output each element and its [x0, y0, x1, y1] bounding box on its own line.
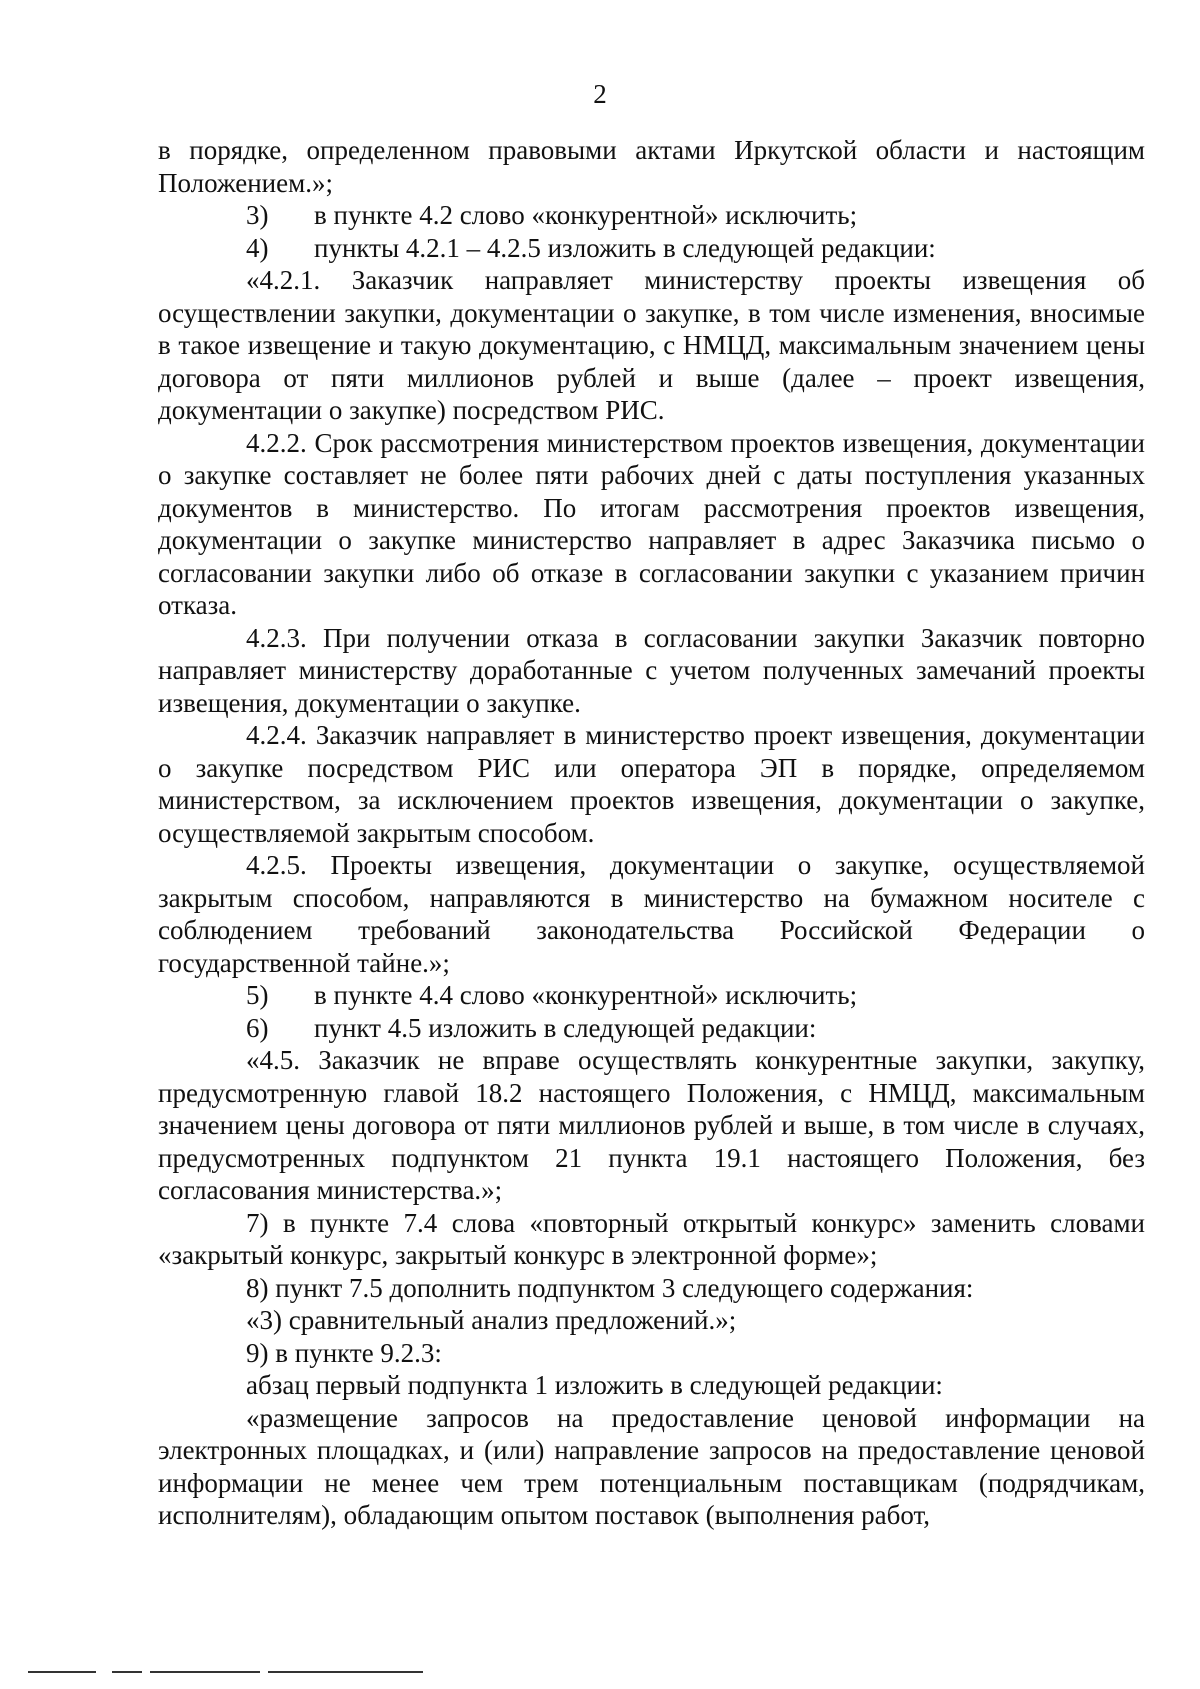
paragraph: «4.2.1. Заказчик направляет министерству проекты извещения об осуществлении закупки, документации о закупке, в том числе изменения, вносимые в такое извещение и такую документацию, с НМЦД, максимальным значением цены договора от пяти миллионов рублей и выше (далее – проект извещения, документации о закупке) посредством РИС.: [158, 265, 1145, 425]
item-text: в пункте 4.4 слово «конкурентной» исключить;: [314, 980, 858, 1010]
item-text: в пункте 4.2 слово «конкурентной» исключить;: [314, 200, 858, 230]
paragraph: абзац первый подпункта 1 изложить в следующей редакции:: [246, 1370, 943, 1400]
footer-rule: [112, 1671, 142, 1673]
footer-rule: [268, 1671, 423, 1673]
item-number: 6): [246, 1012, 269, 1043]
page-number: 2: [593, 79, 607, 109]
paragraph: «4.5. Заказчик не вправе осуществлять конкурентные закупки, закупку, предусмотренную главой 18.2 настоящего Положения, с НМЦД, максимальным значением цены договора от пяти миллионов рублей и выше, в том числе в случаях, предусмотренных подпунктом 21 пункта 19.1 настоящего Положения, без согласования министерства.»;: [158, 1045, 1145, 1205]
footer-rule: [28, 1671, 96, 1673]
paragraph: 4.2.3. При получении отказа в согласовании закупки Заказчик повторно направляет министерству доработанные с учетом полученных замечаний проекты извещения, документации о закупке.: [158, 622, 1145, 718]
item-number: 3): [246, 200, 269, 230]
paragraph: 8) пункт 7.5 дополнить подпунктом 3 следующего содержания:: [246, 1272, 974, 1303]
paragraph: «3) сравнительный анализ предложений.»;: [246, 1305, 737, 1335]
footer-rule: [150, 1671, 260, 1673]
item-text: пункты 4.2.1 – 4.2.5 изложить в следующей редакции:: [314, 232, 936, 263]
paragraph: в порядке, определенном правовыми актами Иркутской области и настоящим Положением.»;: [158, 135, 1145, 198]
document-body: [158, 134, 1145, 1532]
item-number: 5): [246, 980, 269, 1010]
item-number: 4): [246, 232, 269, 263]
paragraph: 7) в пункте 7.4 слова «повторный открытый конкурс» заменить словами «закрытый конкурс, закрытый конкурс в электронной форме»;: [158, 1207, 1145, 1270]
list-item: [158, 232, 1145, 265]
paragraph: 9) в пункте 9.2.3:: [246, 1337, 442, 1368]
list-item: [158, 1012, 1145, 1045]
list-item: [158, 199, 1145, 232]
item-text: пункт 4.5 изложить в следующей редакции:: [314, 1012, 817, 1043]
paragraph: 4.2.5. Проекты извещения, документации о закупке, осуществляемой закрытым способом, направляются в министерство на бумажном носителе с соблюдением требований законодательства Российской Федерации о государственной тайне.»;: [158, 850, 1145, 978]
paragraph: 4.2.4. Заказчик направляет в министерство проект извещения, документации о закупке посредством РИС или оператора ЭП в порядке, определяемом министерством, за исключением проектов извещения, документации о закупке, осуществляемой закрытым способом.: [158, 720, 1145, 848]
paragraph: 4.2.2. Срок рассмотрения министерством проектов извещения, документации о закупке составляет не более пяти рабочих дней с даты поступления указанных документов в министерство. По итогам рассмотрения проектов извещения, документации о закупке министерство направляет в адрес Заказчика письмо о согласовании закупки либо об отказе в согласовании закупки с указанием причин отказа.: [158, 427, 1145, 620]
list-item: [158, 979, 1145, 1012]
paragraph: «размещение запросов на предоставление ценовой информации на электронных площадках, и (или) направление запросов на предоставление ценовой информации не менее чем трем потенциальным поставщикам (подрядчикам, исполнителям), обладающим опытом поставок (выполнения работ,: [158, 1402, 1145, 1530]
